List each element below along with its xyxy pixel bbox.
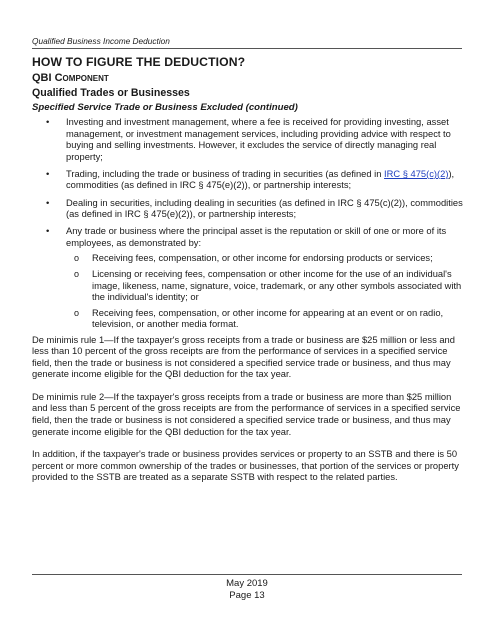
bullet-trading-text-pre: Trading, including the trade or business of trading in securities (as defined in <box>66 168 385 179</box>
bullet-reputation <box>32 226 464 331</box>
page-content <box>32 55 464 495</box>
bullet-trading-text-post: ), commodities (as defined in IRC § 475(e)(2)), or partnership interests; <box>66 168 455 191</box>
footer-page-number: Page 13 <box>229 590 265 601</box>
running-header: Qualified Business Income Deduction <box>32 36 462 49</box>
reputation-sub-list <box>66 253 464 331</box>
irc-475-link[interactable]: IRC § 475(c)(2) <box>384 168 449 179</box>
subsubsection-heading: Specified Service Trade or Business Excluded (continued) <box>32 102 298 113</box>
sub-item-appearing: o Receiving fees, compensation, or other income for appearing at an event or on radio, television, or another media format. <box>66 308 464 331</box>
de-minimis-rule-2: De minimis rule 2—If the taxpayer's gross receipts from a trade or business are more than $25 million and less than 5 percent of the gross receipts are from the performance of services in a specified service field, then the trade or business is not considered a specified service trade or business, and thus may generate income eligible for the QBI deduction for the tax year. <box>32 391 461 437</box>
bullet-reputation-text: Any trade or business where the principal asset is the reputation or skill of one or more of its employees, as demonstrated by: <box>66 226 447 248</box>
sstb-bullet-list <box>32 117 464 331</box>
subsection-heading: Qualified Trades or Businesses <box>32 87 190 99</box>
page-footer <box>32 574 462 602</box>
de-minimis-rule-1: De minimis rule 1—If the taxpayer's gross receipts from a trade or business are $25 million or less and less than 10 percent of the gross receipts are from the performance of services in a specified service field, then the trade or business is not considered a specified service trade or business, and thus may generate income eligible for the QBI deduction for the tax year. <box>32 334 455 380</box>
bullet-investing: • Investing and investment management, where a fee is received for providing investing, asset management, or investment management services, including providing advice with respect to buying and selling investments. However, it excludes the service of directly managing real property; <box>32 117 464 163</box>
sub-item-endorsing: o Receiving fees, compensation, or other income for endorsing products or services; <box>66 253 464 265</box>
page-title: HOW TO FIGURE THE DEDUCTION? <box>32 55 246 69</box>
bullet-dealing: • Dealing in securities, including dealing in securities (as defined in IRC § 475(c)(2)), commodities (as defined in IRC § 475(e)(2)), or partnership interests; <box>32 198 464 221</box>
footer-date: May 2019 <box>226 578 268 589</box>
bullet-trading <box>32 169 464 192</box>
section-heading: QBI Component <box>32 72 109 84</box>
sub-item-licensing: o Licensing or receiving fees, compensation or other income for the use of an individual's image, likeness, name, signature, voice, trademark, or any other symbols associated with the individual's identity; or <box>66 269 464 304</box>
common-ownership-paragraph: In addition, if the taxpayer's trade or business provides services or property to an SSTB and there is 50 percent or more common ownership of the trades or businesses, that portion of the services or property provided to the SSTB are treated as a separate SSTB with respect to the related parties. <box>32 449 459 483</box>
